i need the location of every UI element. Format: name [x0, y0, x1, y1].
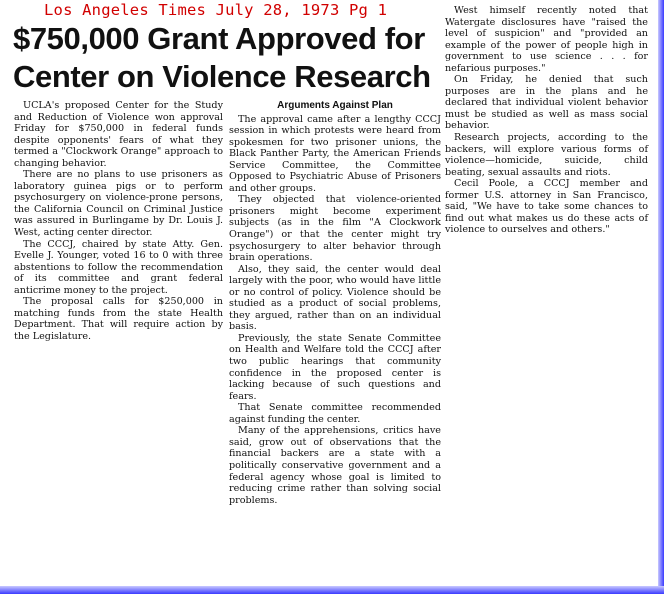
- paragraph: They objected that violence-oriented prisoners might become experiment subjects (as in the film "A Clockwork Orange") or that the center might try psychosurgery to alter behavior through brain operations.: [229, 194, 441, 264]
- paragraph: Also, they said, the center would deal largely with the poor, who would have little or no control of policy. Violence should be studied as a product of social problems, they argued, rather than on an individual basis.: [229, 263, 441, 333]
- source-citation: Los Angeles Times July 28, 1973 Pg 1: [44, 1, 388, 19]
- article-column-2: [229, 100, 441, 506]
- paragraph: Cecil Poole, a CCCJ member and former U.S. attorney in San Francisco, said, "We have to take some chances to find out what makes us do these acts of violence to ourselves and others.": [445, 178, 648, 236]
- subhead: Arguments Against Plan: [277, 100, 393, 111]
- paragraph: Research projects, according to the backers, will explore various forms of violence—homicide, suicide, child beating, sexual assaults and riots.: [445, 132, 648, 178]
- headline-line-1: $750,000 Grant Approved for: [13, 21, 425, 56]
- paragraph: There are no plans to use prisoners as laboratory guinea pigs or to perform psychosurgery on violence-prone persons, the California Council on Criminal Justice was assured in Burlingame by Dr. Louis J. West, acting center director.: [14, 169, 223, 239]
- newspaper-clipping: [8, 0, 656, 584]
- paragraph: On Friday, he denied that such purposes are in the plans and he declared that individual violent behavior must be studied as well as mass social behavior.: [445, 74, 648, 132]
- headline-line-2: Center on Violence Research: [13, 59, 431, 94]
- frame-edge-bottom: [0, 586, 664, 594]
- paragraph: West himself recently noted that Watergate disclosures have "raised the level of suspicion" and "provided an example of the power of people high in government to use science . . . for nefarious purposes.": [445, 5, 648, 74]
- headline: [13, 20, 438, 96]
- paragraph: The approval came after a lengthy CCCJ session in which protests were heard from spokesmen for two prisoner unions, the Black Panther Party, the American Friends Service Committee, the Committee Opposed to Psychiatric Abuse of Prisoners and other groups.: [229, 113, 441, 194]
- paragraph: Previously, the state Senate Committee on Health and Welfare told the CCCJ after two public hearings that community confidence in the proposed center is lacking because of such questions and fears.: [229, 332, 441, 402]
- paragraph: UCLA's proposed Center for the Study and Reduction of Violence won approval Friday for $750,000 in federal funds despite opponents' fears of what they termed a "Clockwork Orange" approach to changing behavior.: [14, 100, 223, 169]
- paragraph: That Senate committee recommended against funding the center.: [229, 402, 441, 425]
- paragraph: The proposal calls for $250,000 in matching funds from the state Health Department. That will require action by the Legislature.: [14, 296, 223, 342]
- article-column-3: [445, 5, 648, 236]
- paragraph: Many of the apprehensions, critics have said, grow out of observations that the financial backers are a state with a politically conservative government and a federal agency whose goal is limited to reducing crime rather than solving social problems.: [229, 425, 441, 506]
- paragraph: The CCCJ, chaired by state Atty. Gen. Evelle J. Younger, voted 16 to 0 with three abstentions to follow the recommendation of its committee and grant federal anticrime money to the project.: [14, 238, 223, 296]
- frame-edge-right: [658, 0, 664, 594]
- article-column-1: [14, 100, 223, 342]
